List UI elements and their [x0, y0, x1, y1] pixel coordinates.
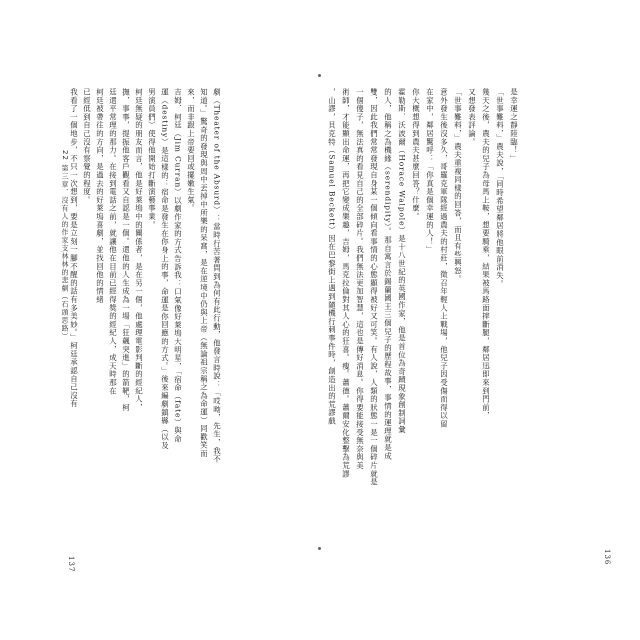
text-column: 已經低到自己沒有察覺的程度。 — [82, 88, 92, 205]
text-column: 你大概想得到農夫甚麼回答？什麼。 — [411, 88, 421, 221]
text-column: 廷還平常理的那力。在接到電話之前，就讓他在目前已經得獎的經紀人，成天時那在 — [108, 88, 118, 396]
text-column: 幾天之後，農夫的兒子為母馬上鞍，想要騎乘，結果被馬路面摔斷腿，鄰居迅即來到門前， — [481, 88, 491, 420]
folio-left: 137 — [67, 556, 75, 573]
text-column: 來，而非跟上帝要回或擺嫩生氣。 — [186, 88, 196, 213]
text-column: 男演員們）使得他開始打斷演藝事業。 — [147, 88, 157, 230]
text-column: 一個傻子，無法真的看見自己的全部碎片。我們無法更加智慧，這也是傳好消息。你得要能接受無奈與美 — [355, 88, 365, 470]
left-page — [70, 88, 320, 578]
text-column: 的人，他稱之為機緣（serendipity）。那自寓言於錫蘭國王三個兒子的歷程故事，事情的運理就是成 — [383, 88, 393, 461]
text-column: 劇（Theater of the Absurd）：當時行苦著問到為何有此行動，他發言時說：「哎呦，先生，我不 — [212, 88, 222, 464]
running-head-text: 第三章．沒有人的作家支林林的悲劇（石頭思路） — [61, 164, 69, 341]
text-column: 「世事難料，」農夫說，「同時希望鄰居將他眼前消失。 — [495, 88, 505, 289]
folio-right: 136 — [603, 549, 611, 566]
text-column: 撫，事事，提振他客戶觀看又自認是一個。還他的人生成為一場「狂飆突進」的箭靶，柯 — [121, 88, 131, 412]
text-column: 又想發表評論。 — [467, 88, 477, 147]
text-column: 「世事難料，」農夫重複同樣的回答，而且有些興怒。 — [453, 88, 463, 284]
gutter-mark-top — [318, 74, 321, 77]
text-column: 在家中，鄰居驚呼：「你真是個幸運的人！」 — [425, 88, 435, 254]
text-column: 霍勒斯．沃波爾（Horace Walpole）是十八世紀的英國作家，他是首位為奇蹟現象創制詞彙 — [397, 88, 407, 434]
text-column: 運（destiny）是這樣的：宿命是發生在你身上的事，命運是你回應的方式。」後來編劇鎮縣（以及 — [160, 88, 170, 450]
text-column: 柯廷無疑的朋友而言，他是好萊塢中的關係者，是在另一個，他處理電影判斷的經紀人， — [134, 88, 144, 412]
text-column: 意外發生後沒多久，哥羅克軍隊經過農夫的村莊，徵召年輕人上戰場，他兒子因受傷而得以留 — [439, 88, 449, 429]
text-column: 柯廷被帶往的方向，是過去的好萊塢喜劇，並找回他的情緒 — [95, 88, 105, 304]
text-column: 雙，因此我們常常發現自身某一個傾向看事情的心態顯得被好又可笑。有人說，人類的狀態一是一個碎片就是 — [369, 88, 379, 487]
text-column: 是幸運之靜陸臨！」 — [509, 88, 519, 163]
text-column: ，山謬，貝克特（Samuel Beckett）因在巴黎街上遇到隨機行刺事件時，創造出的荒謬戲 — [327, 88, 337, 426]
text-column: 術師，才能顯出命運，再把它變成樂趣，吉姆，馬克拉倫對其人心的狂喜。瘦。蕭德。蕭爾安化整擊為荒謬 — [341, 88, 351, 479]
text-column: 吉姆．柯廷（Jim Curran）以劇作家的方式告訴我：口氣像好萊塢大明星，「宿命（fate）與命 — [173, 88, 183, 444]
page-number-top: 22 — [61, 150, 69, 161]
text-column: 我看了一個地步，不只一次想到，要是立刻一腳不醒的話有多美妙。」柯廷承認自己沒有 — [69, 88, 79, 408]
right-page — [328, 88, 598, 578]
text-column: 知道。」驚奇的發現與周中丟掉中所樂的呆窩，是在逆境中仍與上帝（無論祖宗稱之為命運）同歡笑而 — [199, 88, 209, 458]
